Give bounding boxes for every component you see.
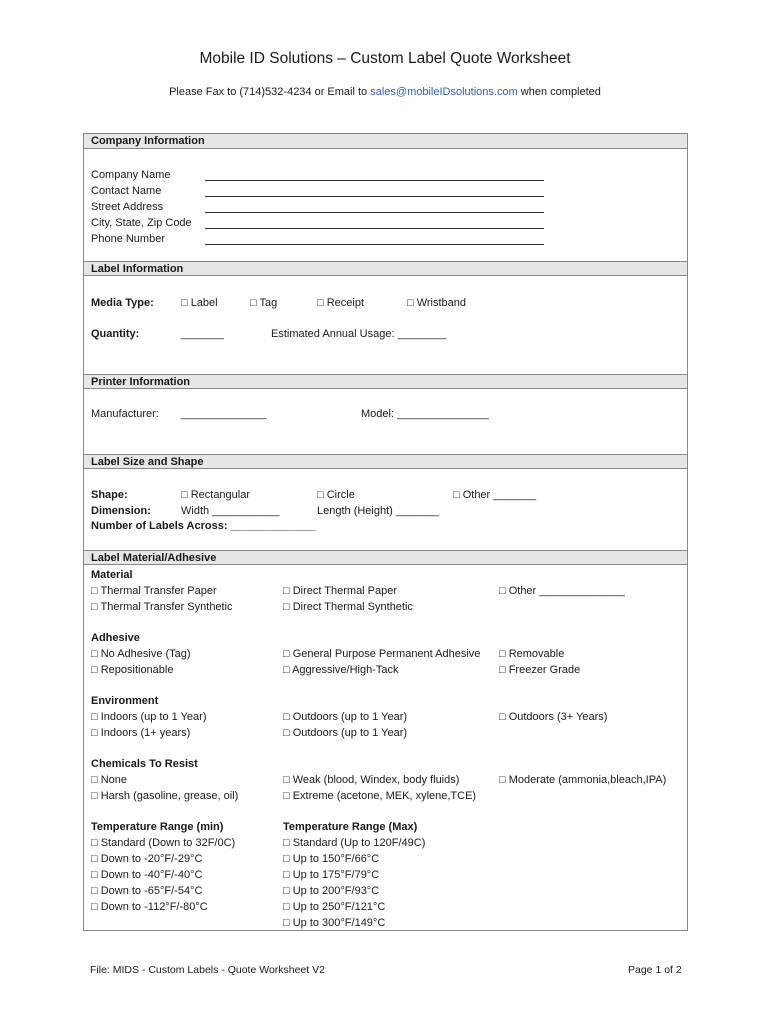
fax-instructions [0,86,770,98]
labels-across-field[interactable]: Number of Labels Across: ______________ [91,520,317,532]
temp-min-20-checkbox[interactable]: □ Down to -20°F/-29°C [91,853,203,865]
street-address-label: Street Address [91,201,164,213]
temp-max-200-checkbox[interactable]: □ Up to 200°F/93°C [283,885,380,897]
removable-checkbox[interactable]: □ Removable [499,648,565,660]
contact-name-label: Contact Name [91,185,162,197]
direct-thermal-synthetic-checkbox[interactable]: □ Direct Thermal Synthetic [283,601,413,613]
shape-other-checkbox[interactable]: □ Other _______ [453,489,537,501]
outdoors-3plus-checkbox[interactable]: □ Outdoors (3+ Years) [499,711,608,723]
size-shape-heading: Label Size and Shape [84,454,687,469]
width-field[interactable]: Width ___________ [181,505,280,517]
temp-max-175-checkbox[interactable]: □ Up to 175°F/79°C [283,869,380,881]
chem-harsh-checkbox[interactable]: □ Harsh (gasoline, grease, oil) [91,790,239,802]
company-heading: Company Information [84,134,687,149]
temp-min-standard-checkbox[interactable]: □ Standard (Down to 32F/0C) [91,837,236,849]
media-type-label: Media Type: [91,297,154,309]
temp-max-300-checkbox[interactable]: □ Up to 300°F/149°C [283,917,386,929]
temp-min-40-checkbox[interactable]: □ Down to -40°F/-40°C [91,869,203,881]
page-title: Mobile ID Solutions – Custom Label Quote Worksheet [199,50,571,67]
company-name-field[interactable] [205,180,544,181]
label-info-heading: Label Information [84,261,687,276]
temp-max-standard-checkbox[interactable]: □ Standard (Up to 120F/49C) [283,837,426,849]
street-address-field[interactable] [205,212,544,213]
phone-number-field[interactable] [205,244,544,245]
thermal-transfer-synthetic-checkbox[interactable]: □ Thermal Transfer Synthetic [91,601,233,613]
indoors-1yr-checkbox[interactable]: □ Indoors (up to 1 Year) [91,711,207,723]
shape-rectangular-checkbox[interactable]: □ Rectangular [181,489,251,501]
phone-number-label: Phone Number [91,233,165,245]
chem-weak-checkbox[interactable]: □ Weak (blood, Windex, body fluids) [283,774,460,786]
chem-moderate-checkbox[interactable]: □ Moderate (ammonia,bleach,IPA) [499,774,667,786]
temp-min-65-checkbox[interactable]: □ Down to -65°F/-54°C [91,885,203,897]
thermal-transfer-paper-checkbox[interactable]: □ Thermal Transfer Paper [91,585,217,597]
contact-name-field[interactable] [205,196,544,197]
company-name-label: Company Name [91,169,171,181]
model-field[interactable]: Model: _______________ [361,408,489,420]
media-label-checkbox[interactable]: □ Label [181,297,218,309]
shape-circle-checkbox[interactable]: □ Circle [317,489,355,501]
chem-none-checkbox[interactable]: □ None [91,774,127,786]
freezer-grade-checkbox[interactable]: □ Freezer Grade [499,664,581,676]
temp-max-250-checkbox[interactable]: □ Up to 250°F/121°C [283,901,386,913]
manufacturer-field[interactable]: ______________ [181,408,267,420]
indoors-1plus-checkbox[interactable]: □ Indoors (1+ years) [91,727,191,739]
city-state-zip-field[interactable] [205,228,544,229]
aggressive-checkbox[interactable]: □ Aggressive/High-Tack [283,664,399,676]
dimension-label: Dimension: [91,505,151,517]
footer-file: File: MIDS - Custom Labels - Quote Worksheet V2 [90,964,325,976]
temp-max-150-checkbox[interactable]: □ Up to 150°F/66°C [283,853,380,865]
email-link[interactable]: sales@mobileIDsolutions.com [370,86,518,98]
chemicals-title: Chemicals To Resist [91,758,198,770]
temp-min-title: Temperature Range (min) [91,821,224,833]
media-wristband-checkbox[interactable]: □ Wristband [407,297,467,309]
temp-max-title: Temperature Range (Max) [283,821,418,833]
material-title: Material [91,569,133,581]
chem-extreme-checkbox[interactable]: □ Extreme (acetone, MEK, xylene,TCE) [283,790,477,802]
fax-suffix: when completed [517,86,601,98]
footer-page: Page 1 of 2 [628,964,682,976]
material-other-checkbox[interactable]: □ Other ______________ [499,585,625,597]
quantity-label: Quantity: [91,328,140,340]
media-receipt-checkbox[interactable]: □ Receipt [317,297,364,309]
no-adhesive-checkbox[interactable]: □ No Adhesive (Tag) [91,648,191,660]
adhesive-title: Adhesive [91,632,140,644]
temp-min-112-checkbox[interactable]: □ Down to -112°F/-80°C [91,901,208,913]
shape-label: Shape: [91,489,128,501]
printer-heading: Printer Information [84,374,687,389]
worksheet-form [83,133,688,931]
quantity-field[interactable]: _______ [181,328,224,340]
city-state-zip-label: City, State, Zip Code [91,217,192,229]
outdoors-1yr-checkbox[interactable]: □ Outdoors (up to 1 Year) [283,711,408,723]
outdoors-1yr-checkbox-2[interactable]: □ Outdoors (up to 1 Year) [283,727,408,739]
annual-usage-field[interactable]: Estimated Annual Usage: ________ [271,328,447,340]
length-field[interactable]: Length (Height) _______ [317,505,439,517]
media-tag-checkbox[interactable]: □ Tag [250,297,278,309]
environment-title: Environment [91,695,159,707]
fax-text: Please Fax to (714)532-4234 or Email to [169,86,371,98]
repositionable-checkbox[interactable]: □ Repositionable [91,664,174,676]
direct-thermal-paper-checkbox[interactable]: □ Direct Thermal Paper [283,585,398,597]
material-heading: Label Material/Adhesive [84,550,687,565]
general-purpose-checkbox[interactable]: □ General Purpose Permanent Adhesive [283,648,481,660]
manufacturer-label: Manufacturer: [91,408,159,420]
